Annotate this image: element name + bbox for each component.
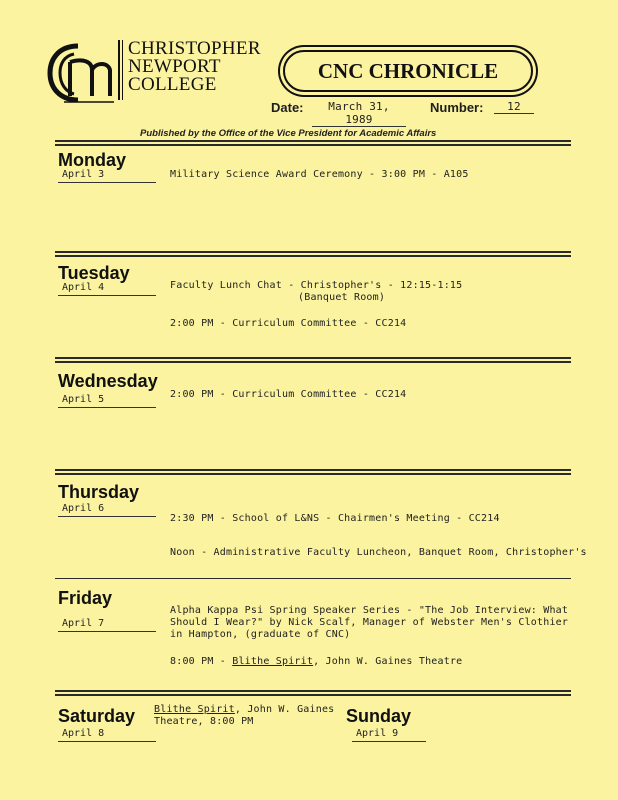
tuesday-event2: 2:00 PM - Curriculum Committee - CC214 xyxy=(170,318,407,329)
date-value: March 31, 1989 xyxy=(312,100,406,127)
monday-rule xyxy=(55,251,571,257)
thursday-date: April 6 xyxy=(58,502,156,517)
thursday-rule xyxy=(55,578,571,579)
issue-date xyxy=(271,100,304,115)
friday-event1-line1: Alpha Kappa Psi Spring Speaker Series - "The Job Interview: What xyxy=(170,605,569,616)
friday-heading: Friday xyxy=(58,588,113,608)
tuesday-date: April 4 xyxy=(58,281,156,296)
number-value: 12 xyxy=(494,100,534,114)
date-label: Date: xyxy=(271,100,304,115)
college-logo xyxy=(44,40,116,106)
monday-date: April 3 xyxy=(58,168,156,183)
monday-heading: Monday xyxy=(58,150,127,170)
tuesday-rule xyxy=(55,357,571,363)
sunday-date: April 9 xyxy=(352,727,426,742)
college-name xyxy=(128,40,261,94)
college-name-line1: CHRISTOPHER xyxy=(128,38,261,59)
friday-event1-line3: in Hampton, (graduate of CNC) xyxy=(170,629,351,640)
friday-event1-line2: Should I Wear?" by Nick Scalf, Manager of Webster Men's Clothier xyxy=(170,617,569,628)
friday-date: April 7 xyxy=(58,617,156,632)
wednesday-heading: Wednesday xyxy=(58,371,158,391)
saturday-event-line2: Theatre, 8:00 PM xyxy=(154,716,254,727)
thursday-event1: 2:30 PM - School of L&NS - Chairmen's Meeting - CC214 xyxy=(170,513,500,524)
friday-event2-title: Blithe Spirit xyxy=(232,656,314,667)
tuesday-event1-line2: (Banquet Room) xyxy=(298,292,386,303)
wednesday-rule xyxy=(55,469,571,475)
saturday-heading: Saturday xyxy=(58,706,136,726)
college-name-line2: NEWPORT xyxy=(128,56,221,77)
tuesday-event1-line1: Faculty Lunch Chat - Christopher's - 12:15-1:15 xyxy=(170,280,463,291)
header-rule xyxy=(55,140,571,146)
wednesday-event1: 2:00 PM - Curriculum Committee - CC214 xyxy=(170,389,407,400)
friday-rule xyxy=(55,690,571,696)
logo-divider xyxy=(118,40,120,100)
wednesday-date: April 5 xyxy=(58,393,156,408)
tuesday-heading: Tuesday xyxy=(58,263,130,283)
cnc-monogram-icon xyxy=(44,40,116,106)
friday-event2-time: 8:00 PM - xyxy=(170,656,233,667)
number-label: Number: xyxy=(430,100,484,115)
sunday-heading: Sunday xyxy=(346,706,412,726)
thursday-event2: Noon - Administrative Faculty Luncheon, Banquet Room, Christopher's xyxy=(170,547,587,558)
published-by: Published by the Office of the Vice President for Academic Affairs xyxy=(140,128,437,139)
chronicle-title xyxy=(283,50,533,92)
logo-divider-inner xyxy=(122,40,123,100)
saturday-event-venue: , John W. Gaines xyxy=(234,704,335,715)
college-name-line3: COLLEGE xyxy=(128,74,217,95)
saturday-date: April 8 xyxy=(58,727,156,742)
chronicle-title-text: CNC CHRONICLE xyxy=(317,59,499,83)
monday-event: Military Science Award Ceremony - 3:00 PM - A105 xyxy=(170,169,469,180)
saturday-event-line1 xyxy=(154,704,334,715)
thursday-heading: Thursday xyxy=(58,482,140,502)
saturday-event-title: Blithe Spirit xyxy=(154,704,235,715)
friday-event2-venue: , John W. Gaines Theatre xyxy=(313,656,463,667)
friday-event2 xyxy=(170,656,462,667)
